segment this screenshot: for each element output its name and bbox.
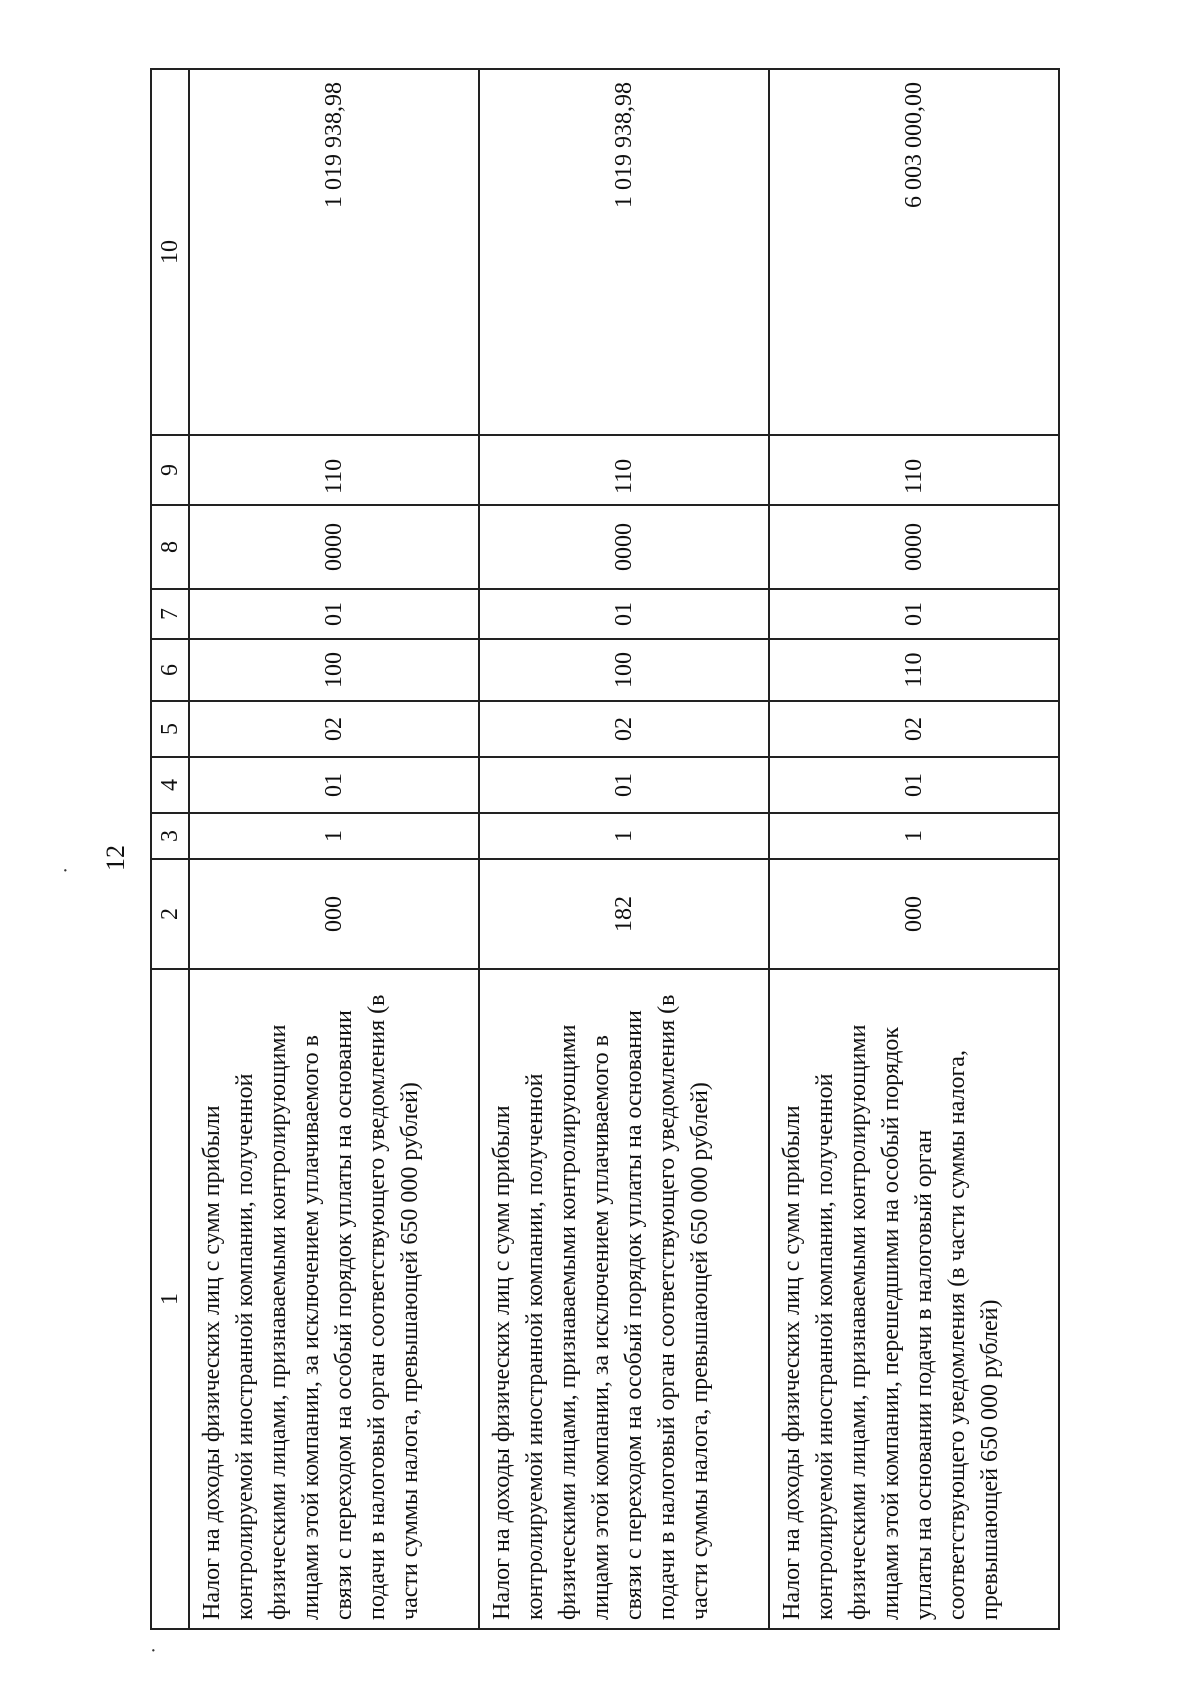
code-cell: 000 [769,859,1059,969]
code-cell: 01 [189,757,479,813]
header-cell: 8 [151,505,189,589]
code-cell: 1 [479,813,769,859]
table-row [479,69,769,1629]
header-cell: 3 [151,813,189,859]
table-row [769,69,1059,1629]
code-cell: 01 [479,757,769,813]
page-number: 12 [101,845,130,871]
rotated-table-container [150,70,1060,1630]
scan-speck: · [150,1640,157,1662]
header-cell: 1 [151,969,189,1629]
description-cell: Налог на доходы физических лиц с сумм прибыли контролируемой иностранной компании, полученной физическими лицами, признаваемыми контролирующими лицами этой компании, перешедшими на особый порядок уплаты на основании подачи в налоговый орган соответствующего уведомления (в части суммы налога, превышающей 650 000 рублей) [769,969,1059,1629]
code-cell: 01 [769,757,1059,813]
code-cell: 0000 [769,505,1059,589]
budget-revenue-table [150,68,1060,1630]
table-wrapper [150,70,1060,1630]
header-cell: 4 [151,757,189,813]
code-cell: 100 [479,639,769,701]
code-cell: 01 [189,589,479,639]
amount-cell: 1 019 938,98 [479,69,769,435]
description-cell: Налог на доходы физических лиц с сумм прибыли контролируемой иностранной компании, полученной физическими лицами, признаваемыми контролирующими лицами этой компании, за исключением уплачиваемого в связи с переходом на особый порядок уплаты на основании подачи в налоговый орган соответствующего уведомления (в части суммы налога, превышающей 650 000 рублей) [479,969,769,1629]
code-cell: 000 [189,859,479,969]
header-row [151,69,189,1629]
code-cell: 02 [189,701,479,757]
code-cell: 0000 [479,505,769,589]
code-cell: 100 [189,639,479,701]
code-cell: 110 [189,435,479,505]
code-cell: 110 [769,435,1059,505]
code-cell: 1 [189,813,479,859]
header-cell: 7 [151,589,189,639]
table-row [189,69,479,1629]
amount-cell: 1 019 938,98 [189,69,479,435]
header-cell: 9 [151,435,189,505]
description-cell: Налог на доходы физических лиц с сумм прибыли контролируемой иностранной компании, полученной физическими лицами, признаваемыми контролирующими лицами этой компании, за исключением уплачиваемого в связи с переходом на особый порядок уплаты на основании подачи в налоговый орган соответствующего уведомления (в части суммы налога, превышающей 650 000 рублей) [189,969,479,1629]
header-cell: 5 [151,701,189,757]
code-cell: 0000 [189,505,479,589]
header-cell: 6 [151,639,189,701]
scan-speck: · [62,860,69,882]
code-cell: 182 [479,859,769,969]
code-cell: 110 [769,639,1059,701]
amount-cell: 6 003 000,00 [769,69,1059,435]
code-cell: 01 [479,589,769,639]
header-cell: 2 [151,859,189,969]
code-cell: 1 [769,813,1059,859]
code-cell: 01 [769,589,1059,639]
header-cell: 10 [151,69,189,435]
code-cell: 02 [479,701,769,757]
code-cell: 110 [479,435,769,505]
code-cell: 02 [769,701,1059,757]
